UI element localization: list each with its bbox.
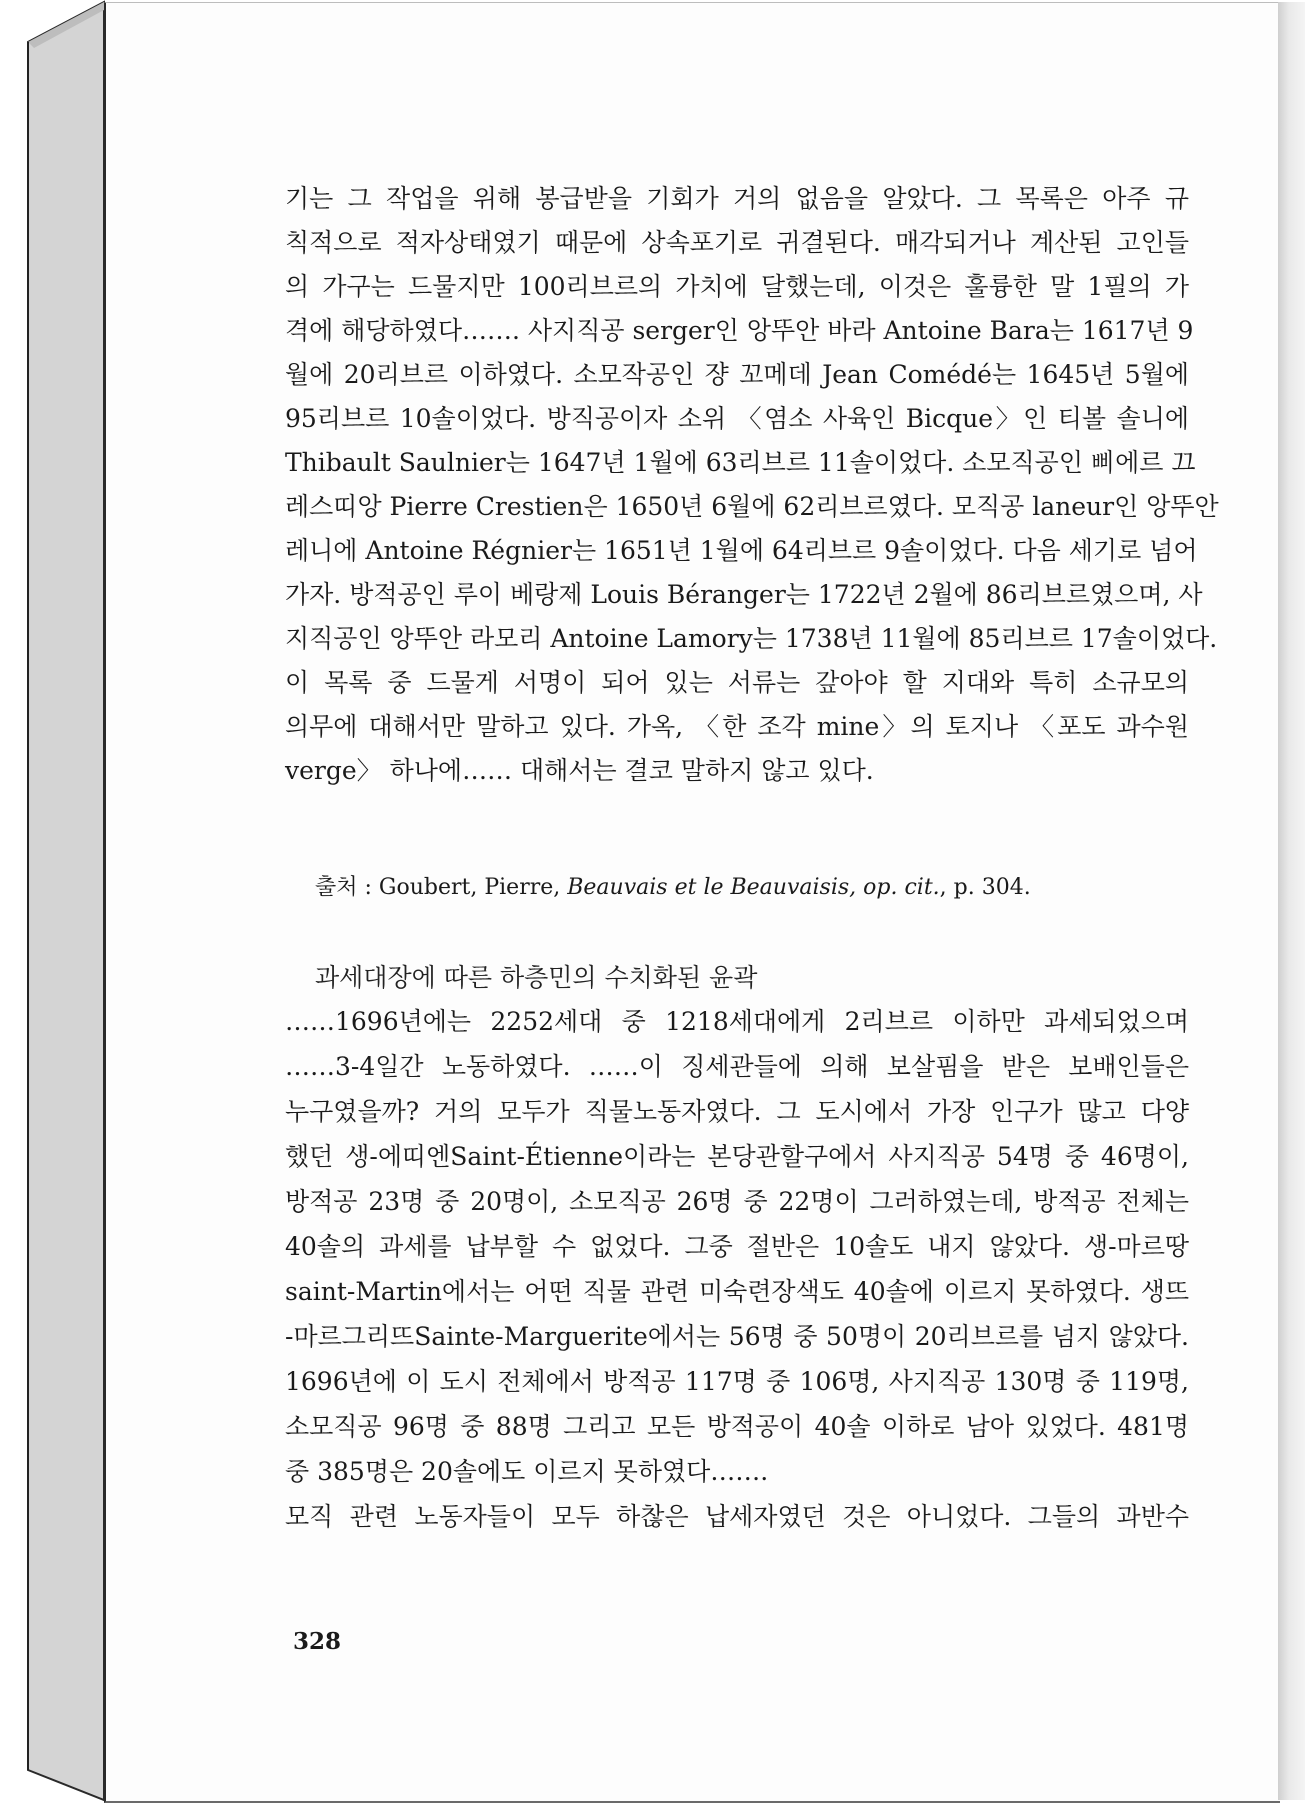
source-citation [315,870,1031,901]
text-line: ……3-4일간 노동하였다. ……이 징세관들에 의해 보살핌을 받은 보배인들은 [285,1052,1189,1081]
text-line: 누구였을까? 거의 모두가 직물노동자였다. 그 도시에서 가장 인구가 많고 다양 [285,1097,1189,1126]
text-line: 했던 생-에띠엔Saint-Étienne이라는 본당관할구에서 사지직공 54명 중 46명이, [285,1142,1189,1171]
text-line: saint-Martin에서는 어떤 직물 관련 미숙련장색도 40솔에 이르지 못하였다. 생뜨 [285,1277,1189,1306]
source-suffix: , p. 304. [939,875,1031,900]
page-right-edge [1278,2,1305,1800]
text-line: 40솔의 과세를 납부할 수 없었다. 그중 절반은 10솔도 내지 않았다. 생-마르땅 [285,1232,1189,1261]
text-line: 모직 관련 노동자들이 모두 하찮은 납세자였던 것은 아니었다. 그들의 과반수 [285,1502,1189,1531]
text-line: 격에 해당하였다……. 사지직공 serger인 앙뚜안 바라 Antoine Bara는 1617년 9 [285,316,1194,345]
text-line: 의 가구는 드물지만 100리브르의 가치에 달했는데, 이것은 훌륭한 말 1필의 가 [285,272,1189,301]
text-line: 이 목록 중 드물게 서명이 되어 있는 서류는 갚아야 할 지대와 특히 소규모의 [285,668,1189,697]
text-line: 95리브르 10솔이었다. 방직공이자 소위 〈염소 사육인 Bicque〉인 티볼 솔니에 [285,404,1189,433]
text-line: 기는 그 작업을 위해 봉급받을 기회가 거의 없음을 알았다. 그 목록은 아주 규 [285,184,1189,213]
text-line: 1696년에 이 도시 전체에서 방적공 117명 중 106명, 사지직공 130명 중 119명, [285,1367,1189,1396]
book-side-edge [0,0,120,1806]
text-line: 중 385명은 20솔에도 이르지 못하였다……. [285,1457,769,1486]
text-line: ……1696년에는 2252세대 중 1218세대에게 2리브르 이하만 과세되었으며 [285,1007,1189,1036]
section-heading: 과세대장에 따른 하층민의 수치화된 윤곽 [315,963,758,992]
text-line: Thibault Saulnier는 1647년 1월에 63리브르 11솔이었다. 소모직공인 삐에르 끄 [285,448,1196,477]
source-title: Beauvais et le Beauvaisis, op. cit. [567,875,940,900]
text-line: 지직공인 앙뚜안 라모리 Antoine Lamory는 1738년 11월에 85리브르 17솔이었다. [285,624,1218,653]
source-prefix: 출처 : Goubert, Pierre, [315,875,568,900]
page-number: 328 [293,1628,342,1655]
text-line: 방적공 23명 중 20명이, 소모직공 26명 중 22명이 그러하였는데, 방적공 전체는 [285,1187,1189,1216]
text-line: 소모직공 96명 중 88명 그리고 모든 방적공이 40솔 이하로 남아 있었다. 481명 [285,1412,1189,1441]
text-line: 가자. 방적공인 루이 베랑제 Louis Béranger는 1722년 2월에 86리브르였으며, 사 [285,580,1203,609]
text-line: 의무에 대해서만 말하고 있다. 가옥, 〈한 조각 mine〉의 토지나 〈포도 과수원 [285,712,1189,741]
text-line: 레스띠앙 Pierre Crestien은 1650년 6월에 62리브르였다. 모직공 laneur인 앙뚜안 [285,492,1219,521]
text-line: 월에 20리브르 이하였다. 소모작공인 쟝 꼬메데 Jean Comédé는 1645년 5월에 [285,360,1189,389]
text-line: 칙적으로 적자상태였기 때문에 상속포기로 귀결된다. 매각되거나 계산된 고인들 [285,228,1189,257]
text-line: verge〉 하나에…… 대해서는 결코 말하지 않고 있다. [285,756,874,785]
text-line: -마르그리뜨Sainte-Marguerite에서는 56명 중 50명이 20리브르를 넘지 않았다. [285,1322,1189,1351]
text-line: 레니에 Antoine Régnier는 1651년 1월에 64리브르 9솔이었다. 다음 세기로 넘어 [285,536,1198,565]
